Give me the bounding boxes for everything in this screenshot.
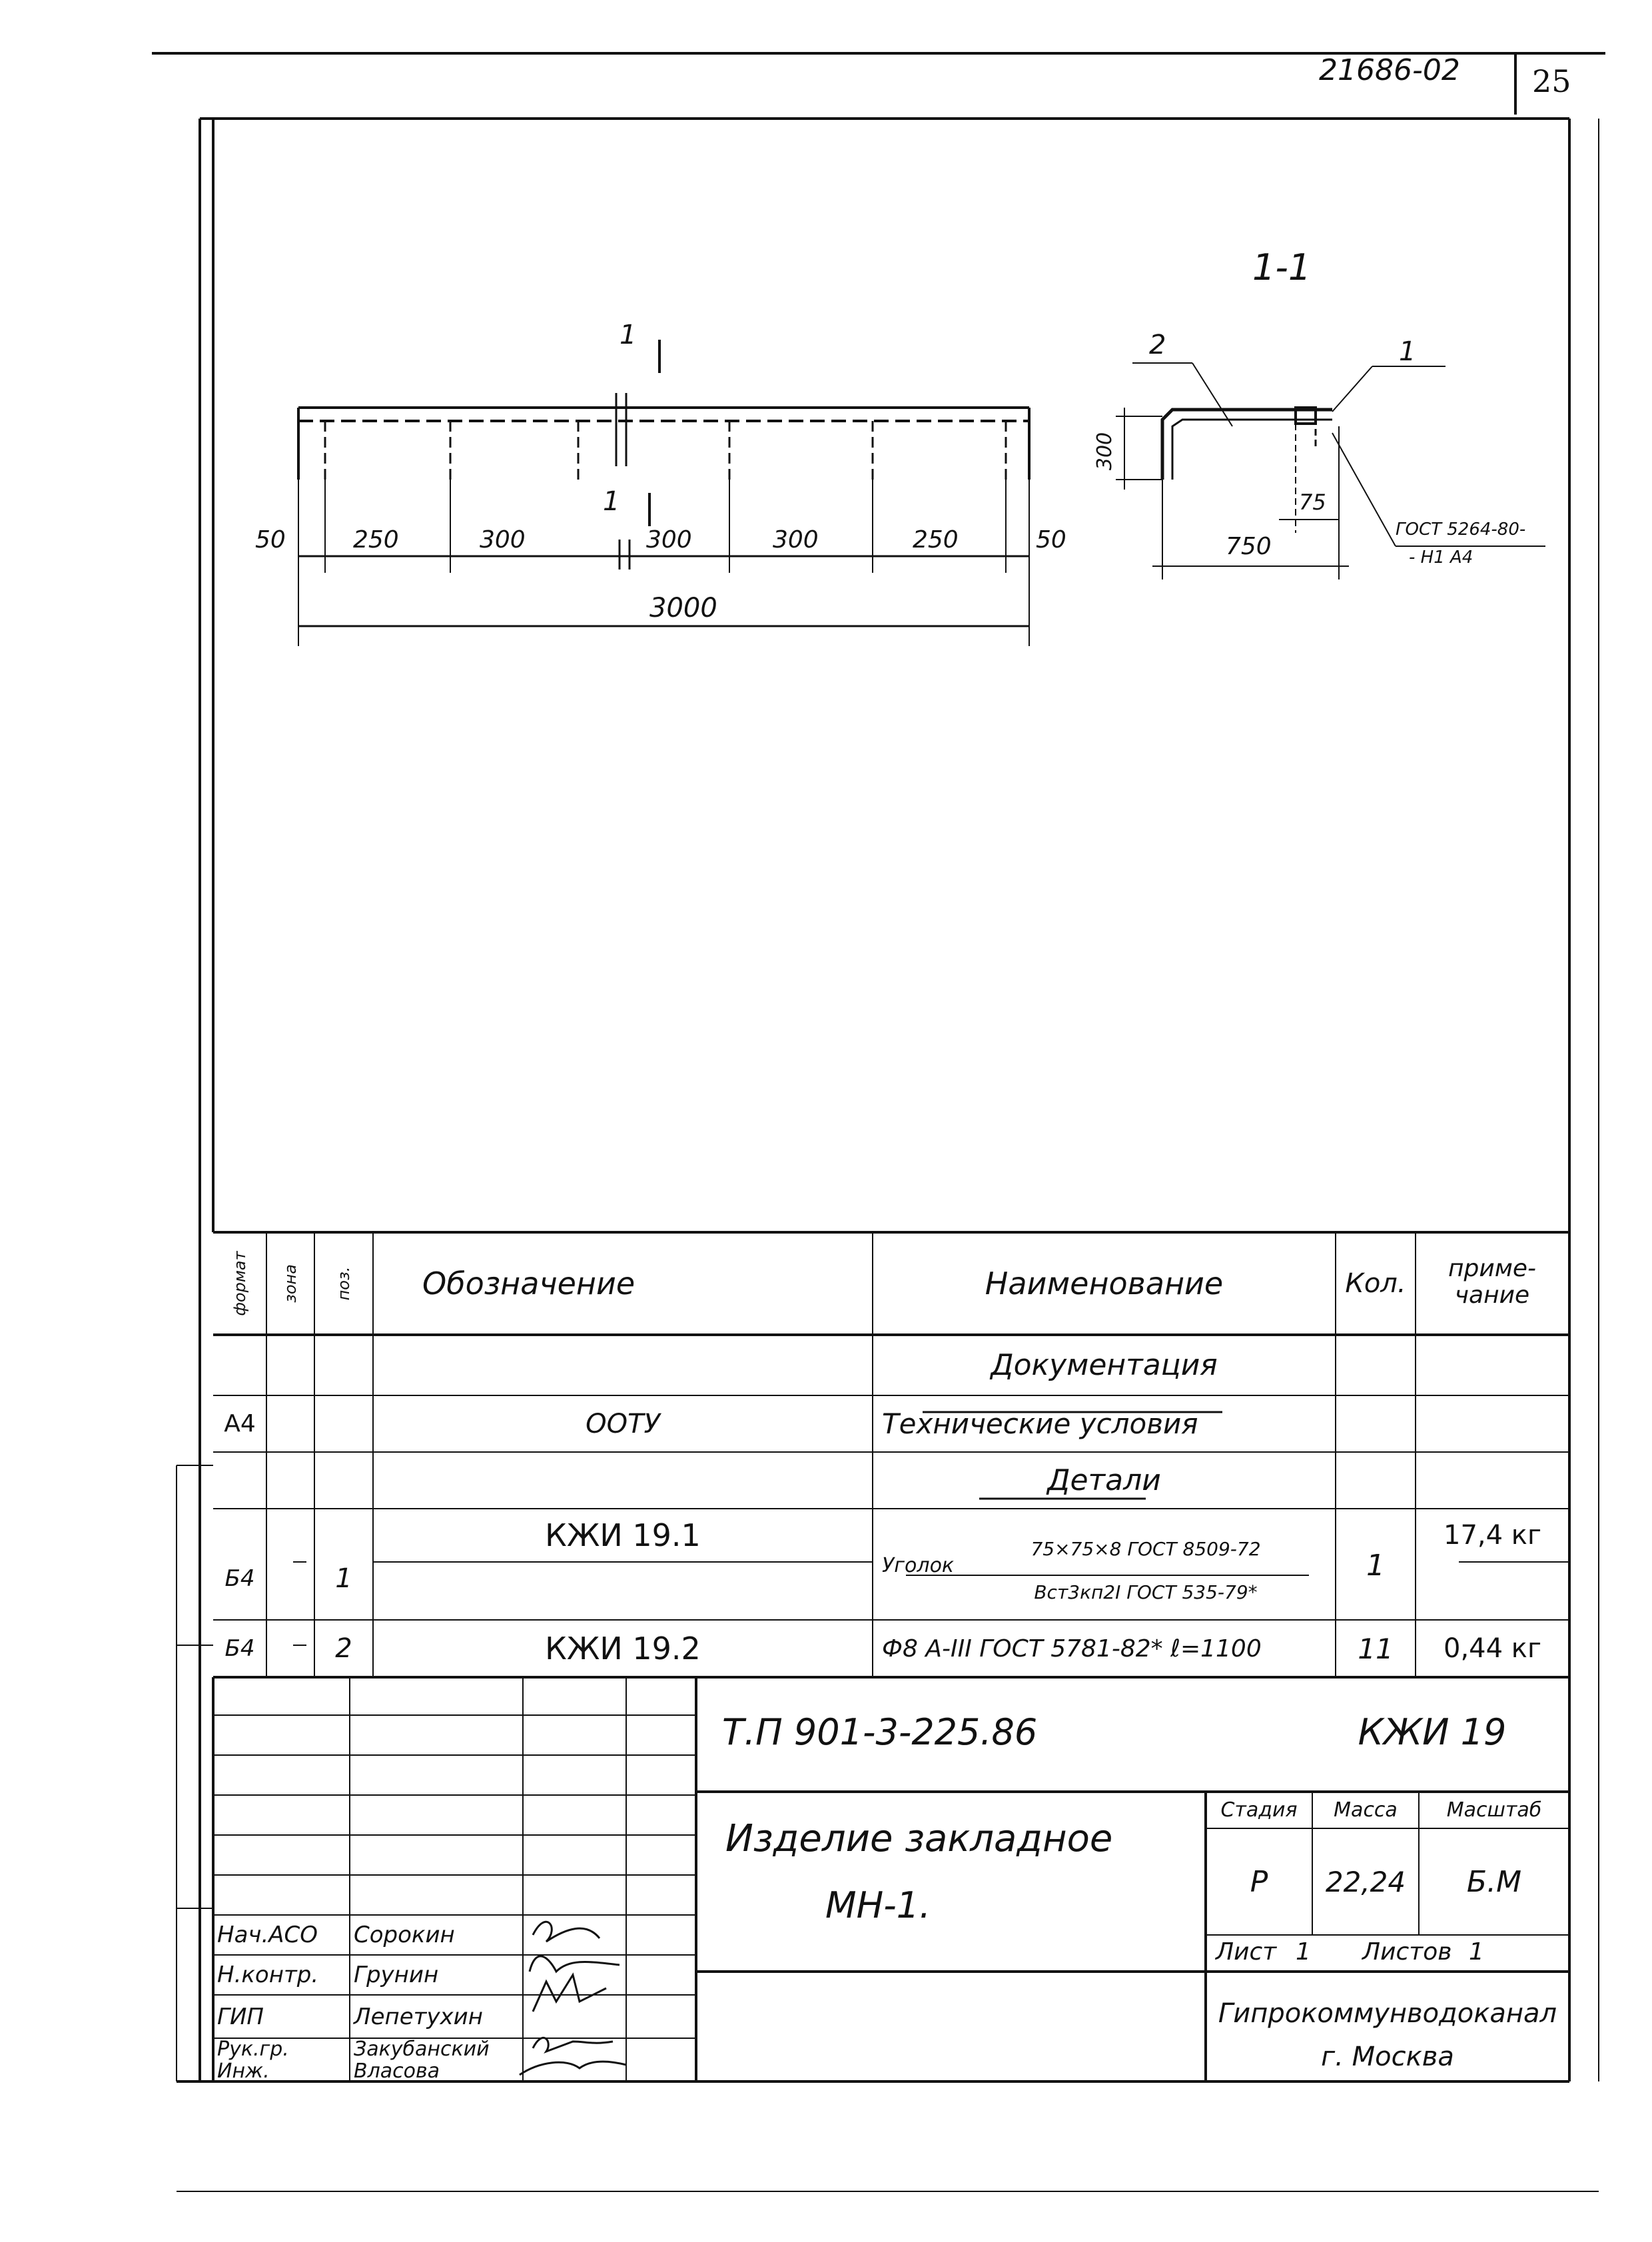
signature-vlasova	[520, 2061, 626, 2075]
section-dim-offset: 75	[1299, 490, 1326, 515]
row1-format: Б4	[224, 1565, 255, 1592]
sig-role-0: Нач.АСО	[217, 1922, 318, 1948]
sheet-value: 1	[1296, 1938, 1311, 1966]
sig-name-0: Сорокин	[354, 1922, 455, 1948]
row-docs-designation: ООТУ	[586, 1408, 660, 1439]
signature-grunin	[530, 1956, 620, 1972]
row2-pos: 2	[335, 1633, 352, 1664]
row2-format: Б4	[224, 1635, 255, 1662]
section-mark-top: 1	[620, 320, 637, 350]
row2-qty: 11	[1358, 1632, 1394, 1665]
sheets-label: Листов	[1362, 1938, 1452, 1966]
dim-300-c: 300	[773, 526, 819, 554]
leader-1: 1	[1399, 336, 1416, 367]
section-dim-width: 750	[1226, 533, 1272, 560]
sheet-label: Лист	[1216, 1938, 1277, 1966]
sig-role-3: Рук.гр.	[217, 2037, 289, 2061]
col-header-pos: поз.	[334, 1266, 353, 1301]
col-header-qty: Кол.	[1345, 1268, 1406, 1299]
row-docs-format: А4	[224, 1410, 256, 1437]
section-dim-height: 300	[1093, 432, 1117, 471]
section-label: 1-1	[1252, 246, 1312, 288]
row-docs-name: Технические условия	[882, 1407, 1198, 1440]
row1-pos: 1	[335, 1563, 352, 1594]
section-mark-bottom: 1	[603, 486, 620, 517]
sig-role-1: Н.контр.	[217, 1962, 319, 1988]
signature-zakubansky	[533, 2038, 613, 2052]
row1-note: 17,4 кг	[1444, 1520, 1541, 1551]
city: г. Москва	[1321, 2041, 1454, 2072]
weld-note-2: - Н1 А4	[1409, 548, 1473, 567]
dim-250-left: 250	[353, 526, 399, 554]
row2-name: Ф8 А-III ГОСТ 5781-82* ℓ=1100	[882, 1635, 1262, 1663]
product-name-1: Изделие закладное	[725, 1816, 1113, 1860]
product-name-2: МН-1.	[825, 1884, 931, 1926]
row2-note: 0,44 кг	[1444, 1633, 1541, 1664]
doc-code: 21686-02	[1319, 53, 1460, 87]
col-header-note: приме-чание	[1447, 1255, 1537, 1309]
stage-label: Стадия	[1220, 1798, 1298, 1822]
row1-designation: КЖИ 19.1	[545, 1517, 701, 1553]
mass-label: Масса	[1334, 1798, 1398, 1822]
row1-name-top: 75×75×8 ГОСТ 8509-72	[1031, 1537, 1261, 1560]
col-header-zone: зона	[281, 1264, 300, 1303]
weld-note-1: ГОСТ 5264-80-	[1396, 520, 1526, 540]
row1-qty: 1	[1366, 1548, 1385, 1583]
row1-name-bottom: Вст3кп2I ГОСТ 535-79*	[1034, 1581, 1258, 1603]
dim-300-a: 300	[480, 526, 526, 554]
signature-sorokin	[533, 1922, 600, 1942]
sheet-code: КЖИ 19	[1358, 1710, 1507, 1753]
sheets-value: 1	[1469, 1938, 1484, 1966]
stage-value: Р	[1250, 1864, 1268, 1899]
section-parts: Детали	[1047, 1463, 1161, 1497]
dim-total: 3000	[649, 593, 717, 623]
row1-name-prefix: Уголок	[882, 1553, 955, 1577]
sig-name-1: Грунин	[354, 1962, 439, 1988]
project-code: Т.П 901-3-225.86	[722, 1710, 1038, 1753]
col-header-format: формат	[230, 1251, 249, 1316]
col-header-designation: Обозначение	[422, 1266, 635, 1302]
sig-name-3: Закубанский	[354, 2037, 490, 2061]
col-header-name: Наименование	[985, 1266, 1224, 1302]
page-number: 25	[1532, 63, 1571, 99]
dim-50-left: 50	[255, 526, 286, 554]
sig-role-2: ГИП	[217, 2003, 264, 2030]
row2-designation: КЖИ 19.2	[545, 1631, 701, 1667]
mass-value: 22,24	[1325, 1865, 1406, 1898]
scale-label: Масштаб	[1446, 1798, 1542, 1822]
dim-250-right: 250	[913, 526, 959, 554]
signature-lepetukhin	[533, 1975, 606, 2012]
dim-50-right: 50	[1036, 526, 1066, 554]
leader-2: 2	[1149, 330, 1166, 360]
organization: Гипрокоммунводоканал	[1218, 1998, 1557, 2029]
scale-value: Б.М	[1466, 1864, 1522, 1899]
section-docs: Документация	[991, 1348, 1218, 1382]
sig-name-2: Лепетухин	[354, 2003, 484, 2030]
dim-300-b: 300	[646, 526, 692, 554]
sig-name-4: Власова	[354, 2059, 440, 2083]
sig-role-4: Инж.	[217, 2059, 270, 2083]
